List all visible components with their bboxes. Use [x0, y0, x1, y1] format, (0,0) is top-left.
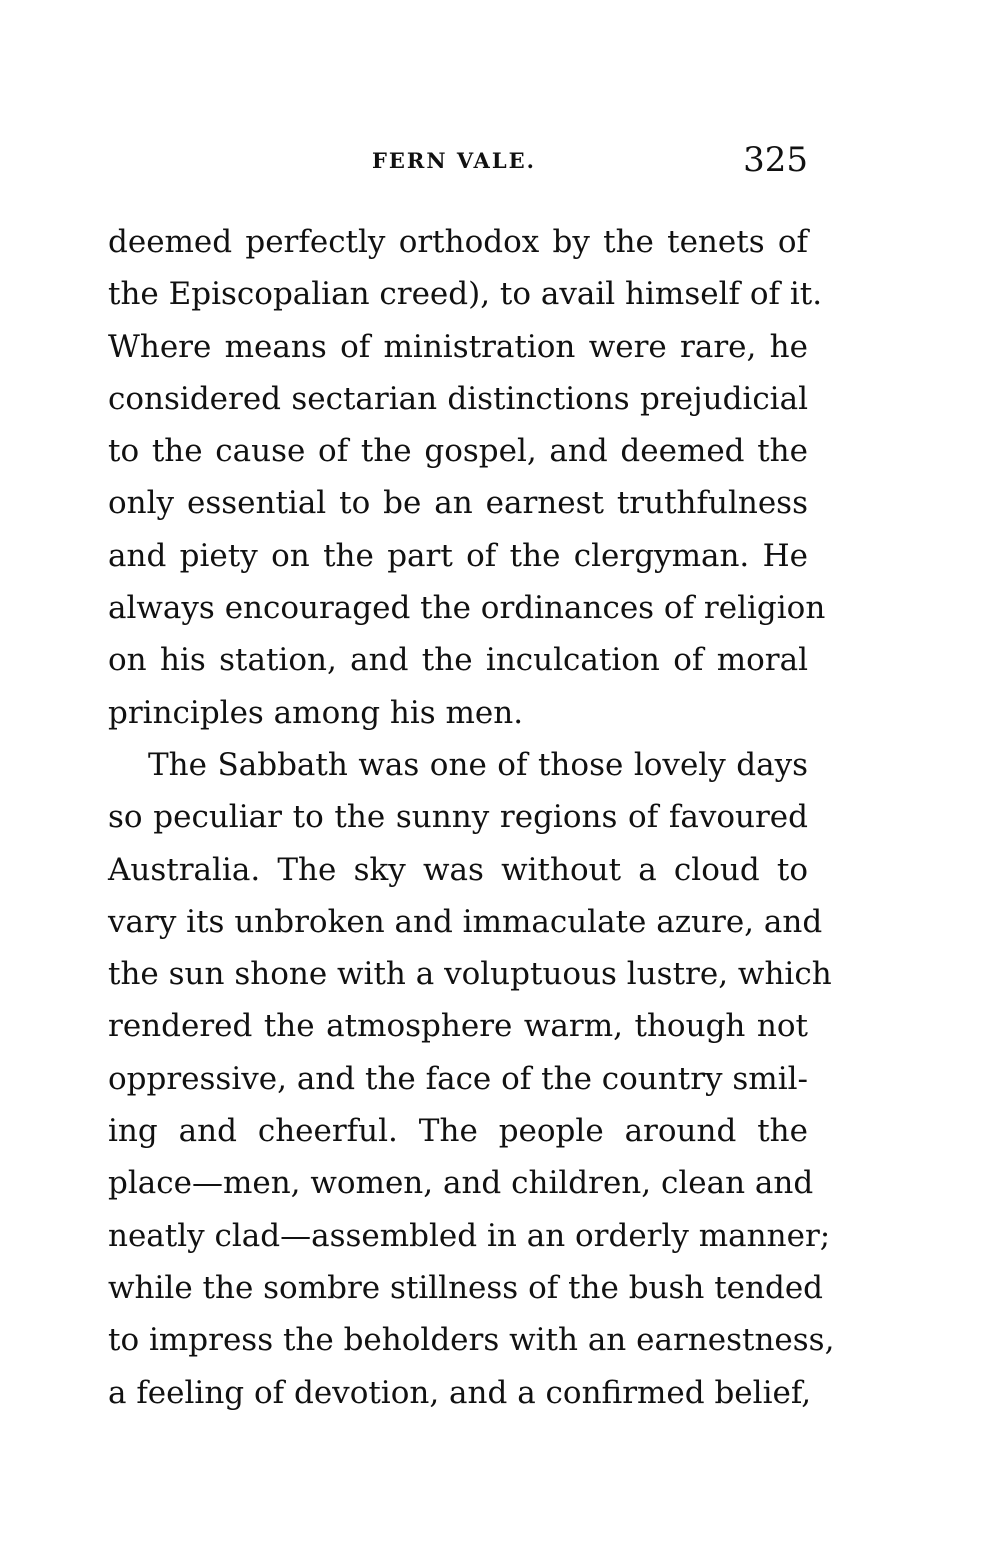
paragraph-2 [108, 739, 835, 1419]
text-line: The Sabbath was one of those lovely days [148, 746, 808, 783]
text-line: deemed perfectly orthodox by the tenets of [108, 224, 808, 260]
text-line: considered sectarian distinctions prejudicial [108, 380, 808, 417]
text-line: a feeling of devotion, and a confirmed belief, [108, 1374, 812, 1411]
text-line: rendered the atmosphere warm, though not [108, 1008, 808, 1045]
text-line: always encouraged the ordinances of religion [108, 590, 826, 627]
text-line: the sun shone with a voluptuous lustre, which [108, 956, 832, 993]
text-line: ing and cheerful. The people around the [108, 1113, 808, 1150]
text-line: place—men, women, and children, clean and [108, 1165, 814, 1202]
text-line: neatly clad—assembled in an orderly manner; [108, 1217, 831, 1254]
page-number: 325 [743, 140, 808, 180]
body-text [108, 216, 835, 1419]
text-line: principles among his men. [108, 694, 524, 731]
text-line: while the sombre stillness of the bush tended [108, 1269, 824, 1306]
text-line: only essential to be an earnest truthfulness [108, 485, 808, 522]
text-line: to the cause of the gospel, and deemed the [108, 433, 808, 470]
text-line: Australia. The sky was without a cloud to [108, 851, 808, 888]
text-line: so peculiar to the sunny regions of favoured [108, 799, 808, 836]
text-line: the Episcopalian creed), to avail himself of it. [108, 276, 823, 313]
text-line: and piety on the part of the clergyman. He [108, 537, 808, 574]
text-line: Where means of ministration were rare, he [108, 328, 808, 365]
text-line: on his station, and the inculcation of moral [108, 642, 808, 679]
text-line: vary its unbroken and immaculate azure, and [108, 903, 823, 940]
running-head [108, 140, 808, 180]
paragraph-1 [108, 216, 826, 739]
text-line: to impress the beholders with an earnestness, [108, 1322, 835, 1359]
text-line: oppressive, and the face of the country smil- [108, 1060, 808, 1097]
running-title: FERN VALE. [372, 148, 536, 173]
